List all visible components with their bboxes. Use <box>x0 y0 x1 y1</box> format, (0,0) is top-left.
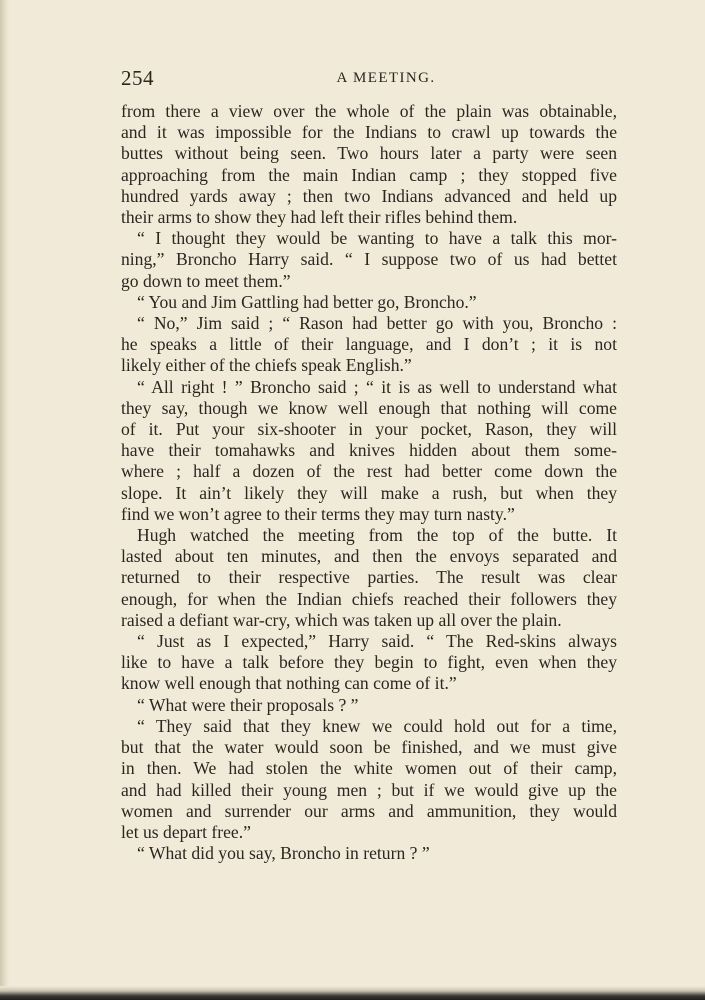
text-line: “ Just as I expected,” Harry said. “ The Red-skins always <box>137 631 617 652</box>
text-line: women and surrender our arms and ammunition, they would <box>121 800 617 821</box>
text-line: “ What did you say, Broncho in return ? ” <box>137 843 430 864</box>
text-line: of it. Put your six-shooter in your pocket, Rason, they will <box>121 419 617 440</box>
text-line: raised a defiant war-cry, which was taken up all over the plain. <box>121 609 562 630</box>
text-line: and had killed their young men ; but if we would give up the <box>121 779 617 800</box>
text-line: “ I thought they would be wanting to have a talk this mor- <box>137 228 617 249</box>
text-line: “ What were their proposals ? ” <box>137 694 359 715</box>
page-spine-shadow <box>0 0 9 1000</box>
text-line: likely either of the chiefs speak English.” <box>121 355 412 376</box>
text-line: but that the water would soon be finished, and we must give <box>121 737 617 758</box>
text-line: have their tomahawks and knives hidden about them some- <box>121 440 617 461</box>
text-line: go down to meet them.” <box>121 270 291 291</box>
text-line: returned to their respective parties. The result was clear <box>121 567 617 588</box>
text-line: let us depart free.” <box>121 821 251 842</box>
page-header <box>121 66 617 90</box>
text-line: Hugh watched the meeting from the top of the butte. It <box>137 525 617 546</box>
page-bottom-edge <box>0 986 705 1000</box>
text-line: they say, though we know well enough that nothing will come <box>121 397 617 418</box>
text-line: slope. It ain’t likely they will make a rush, but when they <box>121 482 617 503</box>
body-text <box>121 101 617 864</box>
text-line: their arms to show they had left their rifles behind them. <box>121 207 518 228</box>
text-line: enough, for when the Indian chiefs reached their followers they <box>121 588 617 609</box>
text-line: from there a view over the whole of the plain was obtainable, <box>121 101 617 121</box>
text-line: lasted about ten minutes, and then the envoys separated and <box>121 546 617 567</box>
text-line: hundred yards away ; then two Indians advanced and held up <box>121 185 617 206</box>
text-line: in then. We had stolen the white women out of their camp, <box>121 758 617 779</box>
text-line: buttes without being seen. Two hours later a party were seen <box>121 143 617 164</box>
running-head: A MEETING. <box>336 70 436 86</box>
page-number: 254 <box>121 66 154 90</box>
text-line: and it was impossible for the Indians to crawl up towards the <box>121 122 617 143</box>
text-line: “ You and Jim Gattling had better go, Broncho.” <box>137 291 477 312</box>
text-line: “ No,” Jim said ; “ Rason had better go with you, Broncho : <box>137 313 617 334</box>
text-line: like to have a talk before they begin to fight, even when they <box>121 652 617 673</box>
text-line: approaching from the main Indian camp ; they stopped five <box>121 164 617 185</box>
text-line: “ They said that they knew we could hold out for a time, <box>137 715 617 736</box>
text-line: know well enough that nothing can come of it.” <box>121 673 457 694</box>
text-line: “ All right ! ” Broncho said ; “ it is as well to understand what <box>137 376 617 397</box>
text-line: find we won’t agree to their terms they may turn nasty.” <box>121 503 515 524</box>
text-line: ning,” Broncho Harry said. “ I suppose two of us had bettet <box>121 249 617 270</box>
text-line: where ; half a dozen of the rest had better come down the <box>121 461 617 482</box>
text-line: he speaks a little of their language, and I don’t ; it is not <box>121 334 617 355</box>
